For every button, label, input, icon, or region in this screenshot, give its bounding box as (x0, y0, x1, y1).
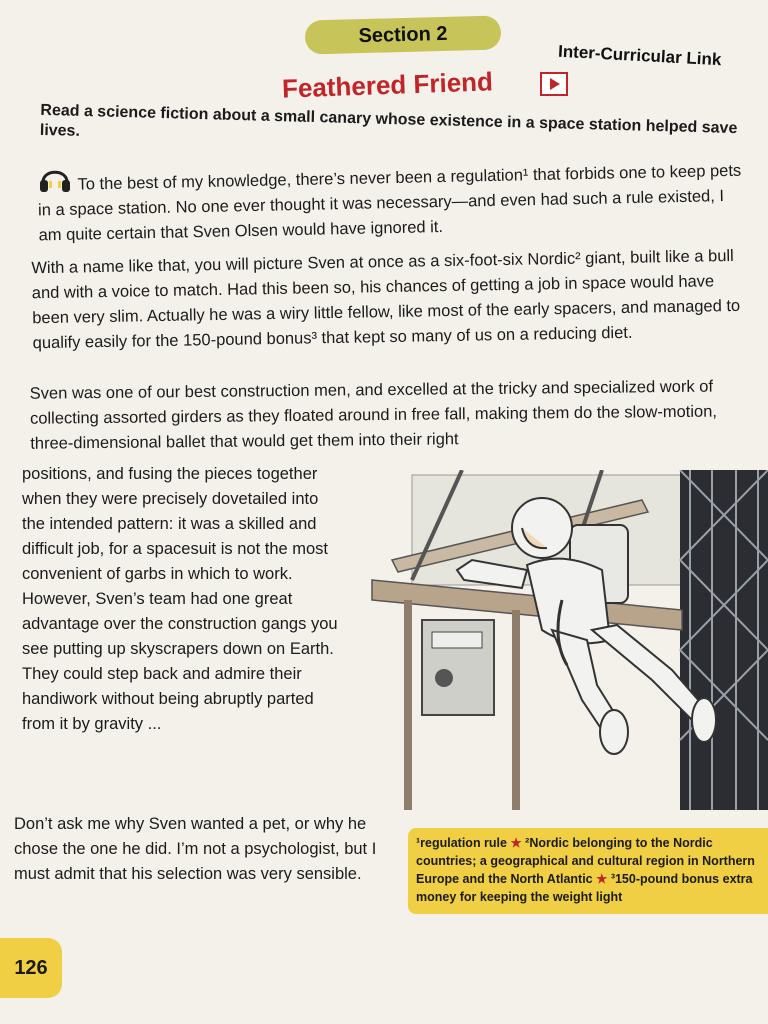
footnote-2: ²Nordic belonging to the Nordic countries; a geographical and cultural region in Northern Europe and the North Atlantic (416, 836, 755, 886)
page-number (0, 938, 62, 998)
star-icon: ★ (596, 872, 608, 886)
footnote-1: ¹regulation rule (416, 836, 507, 850)
paragraph-4: Don’t ask me why Sven wanted a pet, or why he chose the one he did. I’m not a psychologist, but I must admit that his selection was very sensible. (14, 815, 377, 883)
section-label: Section 2 (358, 22, 448, 47)
astronaut-illustration (352, 470, 768, 810)
intro-text: Read a science fiction about a small canary whose existence in a space station helped save lives. (39, 101, 738, 140)
play-video-icon[interactable] (540, 72, 568, 96)
inter-curricular-link-label: Inter-Curricular Link (557, 41, 722, 70)
paragraph-1: To the best of my knowledge, there’s never been a regulation¹ that forbids one to keep pets in a space station. No one ever thought it was necessary—and even had such a rule existed, I am quite certain that Sven Olsen would have ignored it. (37, 161, 742, 245)
section-badge (305, 15, 502, 54)
paragraph-3-continued: positions, and fusing the pieces together when they were precisely dovetailed into the intended pattern: it was a skilled and difficult job, for a spacesuit is not the most convenient of garbs in which to work. However, Sven’s team had one great advantage over the construction gangs you see putting up skyscrapers down on Earth. They could step back and admire their handiwork without being abruptly parted from it by gravity ... (22, 465, 338, 733)
star-icon: ★ (510, 836, 522, 850)
footnote-box (408, 828, 768, 914)
paragraph-3: Sven was one of our best construction men, and excelled at the tricky and specialized work of collecting assorted girders as they floated around in free fall, making them do the slow-motion, three-dimensional ballet that would get them into their right (29, 377, 718, 453)
paragraph-2: With a name like that, you will picture Sven at once as a six-foot-six Nordic² giant, built like a bull and with a voice to match. Had this been so, his chances of getting a job in space would have been very slim. Actually he was a wiry little fellow, like most of the early spacers, and managed to qualify easily for the 150-pound bonus³ that kept so many of us on a reducing diet. (31, 246, 741, 353)
page-title: Feathered Friend (281, 66, 494, 104)
footnote-3: ³150-pound bonus extra money for keeping the weight light (416, 872, 753, 904)
page-number-label: 126 (14, 956, 48, 979)
